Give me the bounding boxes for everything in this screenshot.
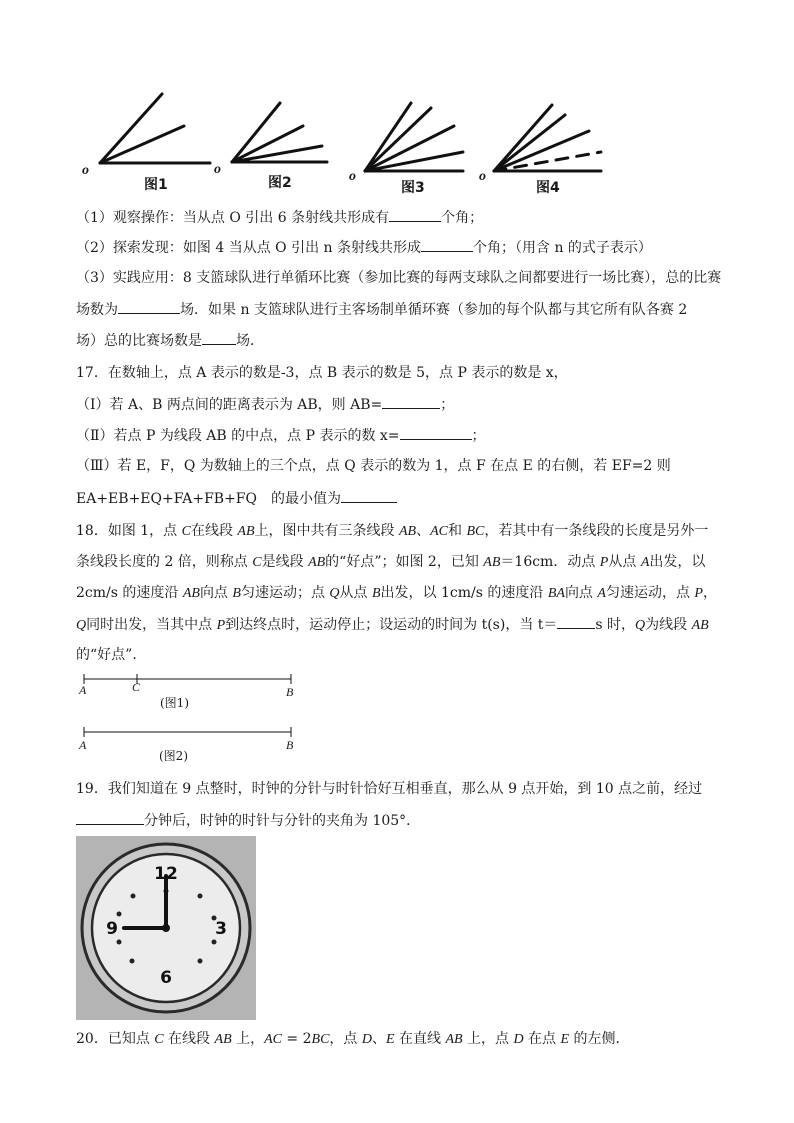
answer-blank[interactable]	[202, 330, 236, 345]
clock-numeral-12: 12	[154, 864, 178, 884]
figure-3-origin-label: o	[349, 169, 356, 184]
q17-part-i: （Ⅰ）若 A、B 两点间的距离表示为 AB，则 AB= ；	[76, 394, 454, 415]
fig2-caption: (图2)	[159, 749, 188, 763]
q19-line2: 分钟后，时钟的时针与分针的夹角为 105°．	[76, 810, 420, 831]
fig2-label-b: B	[286, 738, 294, 752]
fig1-label-c: C	[132, 680, 141, 694]
q16-part3-line2: 场数为 场．如果 n 支篮球队进行主客场制单循环赛（参加的每个队都与其它所有队各赛 2	[76, 299, 687, 320]
figure-4-rays	[494, 105, 601, 171]
q19-line1: 19．我们知道在 9 点整时，时钟的分针与时针恰好互相垂直，那么从 9 点开始，到 10 点之前，经过	[76, 781, 703, 797]
q16-part1: （1）观察操作：当从点 O 引出 6 条射线共形成有 个角；	[76, 207, 483, 228]
figure-2-origin-label: o	[214, 162, 221, 177]
q17-part-iii-line2: EA+EB+EQ+FA+FB+FQ 的最小值为	[76, 488, 397, 509]
q16-part3-line3: 场）总的比赛场数是 场．	[76, 330, 264, 351]
clock-numeral-6: 6	[160, 968, 172, 988]
fig1-label-a: A	[79, 683, 87, 697]
q18-line5: 的“好点”．	[76, 647, 147, 663]
segment-figure-1	[84, 674, 291, 684]
answer-blank[interactable]	[400, 425, 472, 440]
answer-blank[interactable]	[118, 299, 180, 314]
figure-1-caption: 图1	[144, 177, 168, 193]
answer-blank[interactable]	[76, 810, 144, 825]
clock-numeral-3: 3	[215, 919, 227, 939]
figure-2-rays	[232, 103, 327, 162]
q17-part-iii: （Ⅲ）若 E，F，Q 为数轴上的三个点，点 Q 表示的数为 1，点 F 在点 E 的右侧，若 EF=2 则	[76, 458, 671, 474]
segment-figures	[0, 670, 794, 760]
figure-4-caption: 图4	[536, 180, 560, 196]
q17-part-ii: （Ⅱ）若点 P 为线段 AB 的中点，点 P 表示的数 x= ；	[76, 425, 486, 446]
answer-blank[interactable]	[389, 207, 441, 222]
q20-stem: 20．已知点 C 在线段 AB 上，AC = 2BC，点 D、E 在直线 AB 上，点 D 在点 E 的左侧．	[76, 1031, 630, 1047]
q17-stem: 17．在数轴上，点 A 表示的数是-3，点 B 表示的数是 5，点 P 表示的数是 x，	[76, 365, 568, 381]
segment-figure-2	[84, 727, 291, 737]
q18-line3: 2cm/s 的速度沿 AB向点 B匀速运动；点 Q从点 B出发，以 1cm/s 的速度沿 BA向点 A匀速运动，点 P，	[76, 585, 717, 601]
figure-2-caption: 图2	[268, 175, 292, 191]
fig1-label-b: B	[286, 685, 294, 699]
answer-blank[interactable]	[421, 237, 473, 252]
clock-numeral-9: 9	[106, 919, 118, 939]
figure-3-caption: 图3	[401, 180, 425, 196]
answer-blank[interactable]	[382, 394, 440, 409]
fig1-caption: (图1)	[160, 696, 189, 710]
q16-part2: （2）探索发现：如图 4 当从点 O 引出 n 条射线共形成 个角；（用含 n 的式子表示）	[76, 237, 652, 258]
clock-icon	[76, 836, 256, 1020]
answer-blank[interactable]	[557, 614, 595, 629]
q18-line4: Q同时出发，当其中点 P到达终点时，运动停止；设运动的时间为 t(s)，当 t＝ s 时，Q为线段 AB	[76, 614, 709, 636]
figure-3-rays	[365, 103, 463, 171]
figure-1-rays	[100, 94, 210, 163]
q16-part3-line1: （3）实践应用：8 支篮球队进行单循环比赛（参加比赛的每两支球队之间都要进行一场比赛），总的比赛	[76, 270, 722, 286]
clock-photo	[76, 836, 256, 1020]
figure-1-origin-label: o	[82, 163, 89, 178]
q18-line2: 条线段长度的 2 倍，则称点 C是线段 AB的“好点”；如图 2，已知 AB＝16cm．动点 P从点 A出发，以	[76, 554, 706, 570]
figure-4-origin-label: o	[479, 169, 486, 184]
ray-figures	[0, 85, 794, 195]
answer-blank[interactable]	[341, 488, 397, 503]
fig2-label-a: A	[79, 738, 87, 752]
q18-line1: 18．如图 1，点 C在线段 AB上，图中共有三条线段 AB、AC和 BC，若其中有一条线段的长度是另外一	[76, 523, 709, 539]
